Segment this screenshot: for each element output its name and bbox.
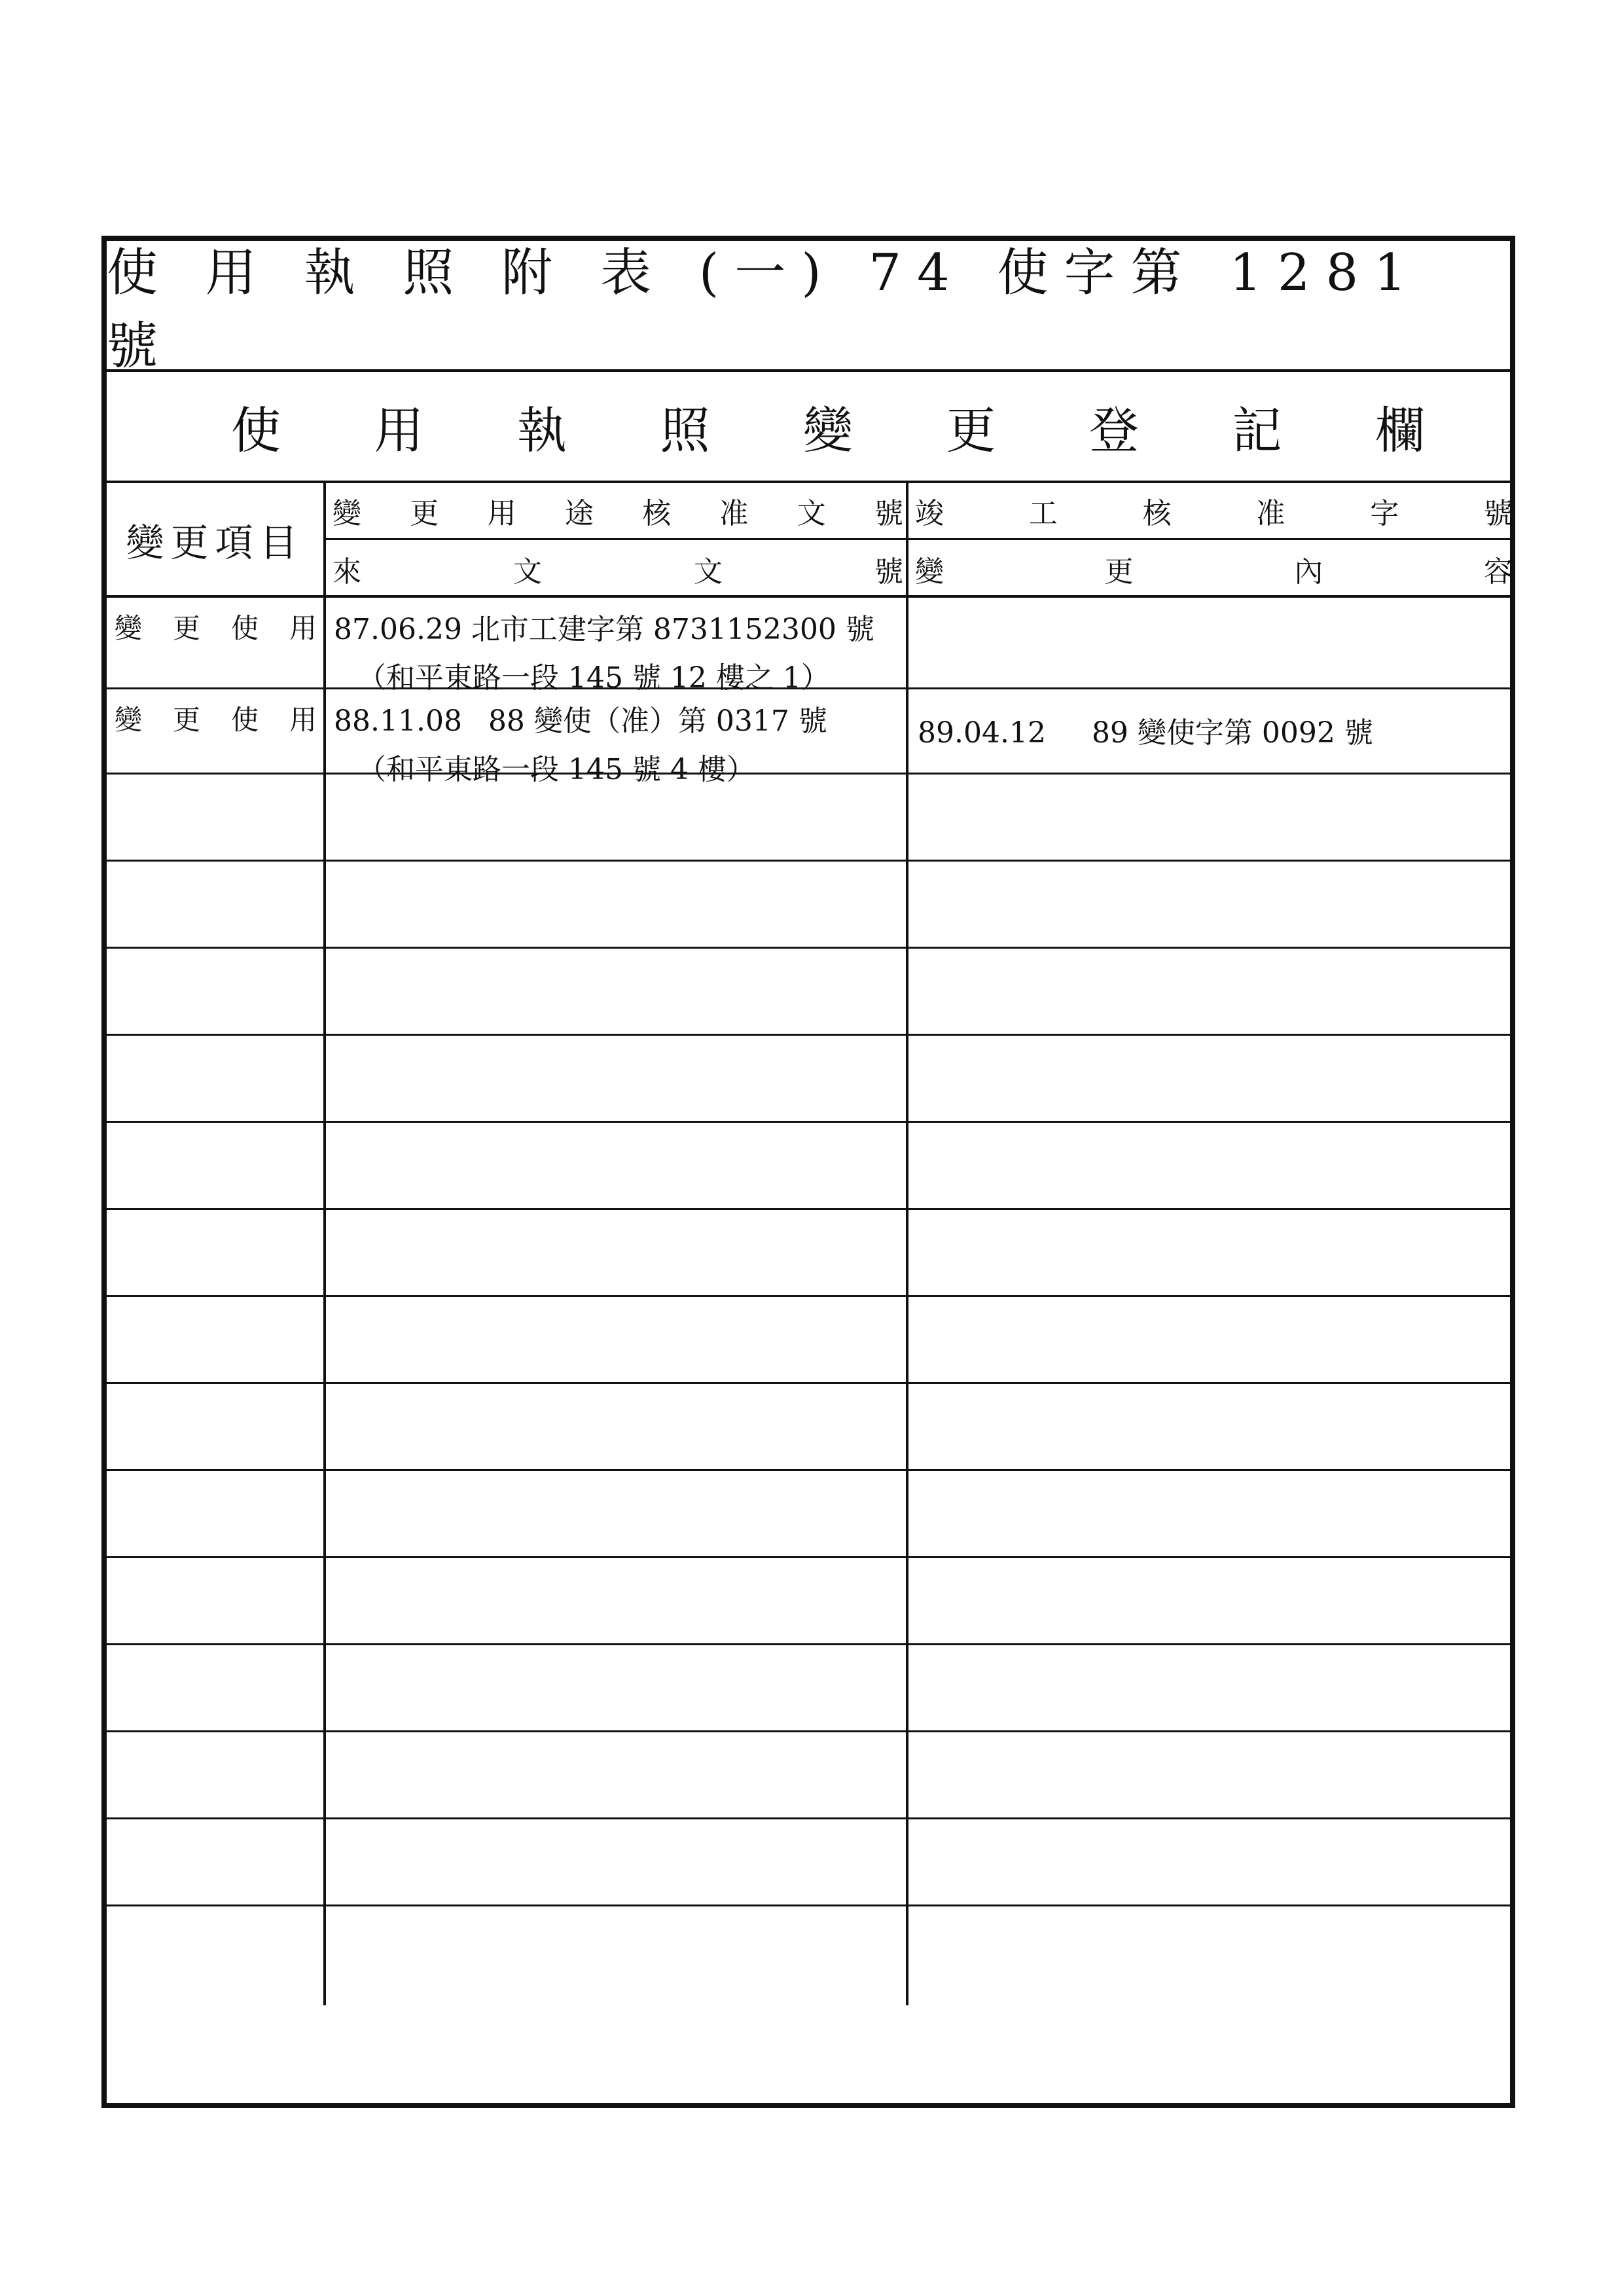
subtitle-text <box>231 372 1425 481</box>
empty-row <box>107 1210 1510 1297</box>
row-completion <box>908 598 1515 687</box>
empty-row <box>107 1558 1510 1645</box>
subtitle-char: 用 <box>374 401 424 460</box>
row-completion <box>908 689 1515 773</box>
header-approval-doc: 變 更 用 途 核 准 文 號 <box>326 483 908 540</box>
subtitle-row <box>107 372 1510 483</box>
subtitle-char: 照 <box>660 401 710 460</box>
empty-row <box>107 1471 1510 1558</box>
doc-number: 88 變使（准）第 0317 號 <box>488 704 827 738</box>
empty-row <box>107 1819 1510 1906</box>
doc-date: 88.11.08 <box>334 704 462 738</box>
empty-row <box>107 1645 1510 1732</box>
table-header <box>107 483 1513 598</box>
header-completion-no: 竣 工 核 准 字 號 <box>908 483 1515 540</box>
subtitle-char: 使 <box>231 401 281 460</box>
doc-date: 87.06.29 <box>334 613 462 646</box>
empty-row <box>107 1036 1510 1123</box>
title-text: 使 用 執 照 附 表 (一) 74 使字第 1281 號 <box>107 244 1422 376</box>
empty-row <box>107 1297 1510 1384</box>
subtitle-char: 欄 <box>1375 401 1425 460</box>
empty-row <box>107 1906 1510 2005</box>
header-item: 變更項目 <box>107 483 326 595</box>
license-attachment-table <box>101 236 1515 2108</box>
subtitle-char: 變 <box>803 401 853 460</box>
row-item: 變 更 使 用 <box>107 689 326 773</box>
subtitle-char: 記 <box>1232 401 1282 460</box>
row-approval-doc <box>326 598 908 695</box>
empty-row <box>107 1732 1510 1819</box>
table-row <box>107 689 1510 786</box>
empty-row <box>107 774 1510 862</box>
address: （和平東路一段 145 號 4 樓） <box>357 753 755 786</box>
document-title <box>107 241 1510 376</box>
empty-row <box>107 862 1510 949</box>
row-item: 變 更 使 用 <box>107 598 326 687</box>
table-row <box>107 598 1510 695</box>
address: （和平東路一段 145 號 12 樓之 1） <box>357 661 830 695</box>
empty-row <box>107 1384 1510 1471</box>
subtitle-char: 執 <box>517 401 567 460</box>
empty-row <box>107 949 1510 1036</box>
completion-date: 89.04.12 <box>918 716 1046 750</box>
completion-number: 89 變使字第 0092 號 <box>1091 716 1373 750</box>
row-approval-doc <box>326 689 908 786</box>
subtitle-char: 更 <box>946 401 996 460</box>
subtitle-char: 登 <box>1089 401 1139 460</box>
header-incoming-doc: 來 文 文 號 <box>326 540 908 597</box>
doc-number: 北市工建字第 8731152300 號 <box>471 613 874 646</box>
empty-row <box>107 1123 1510 1210</box>
header-change-content: 變 更 內 容 <box>915 555 1513 589</box>
